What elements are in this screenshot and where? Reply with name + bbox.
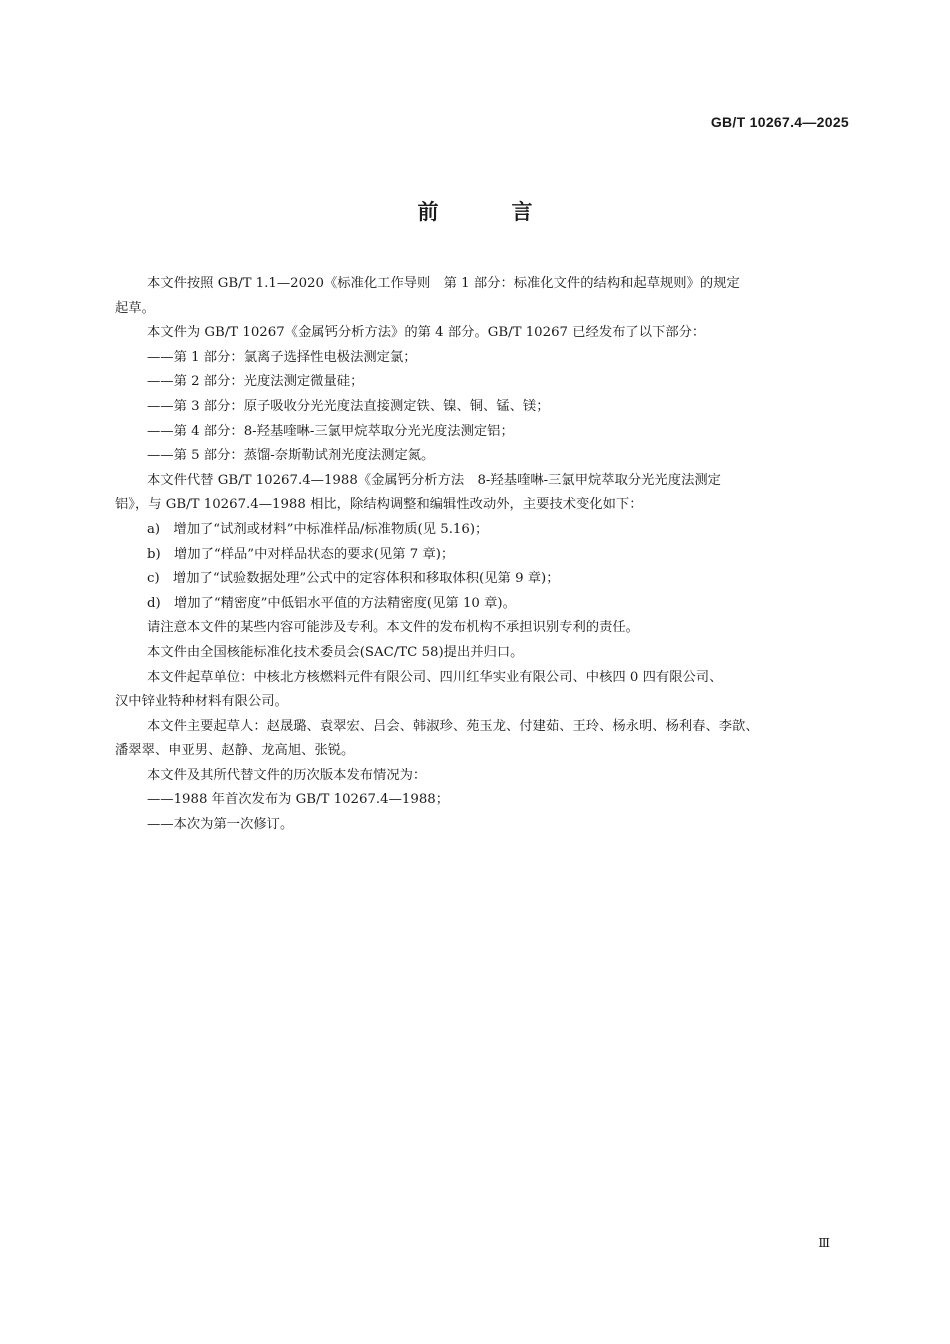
list-item: ——第 3 部分：原子吸收分光光度法直接测定铁、镍、铜、锰、镁； xyxy=(147,398,550,414)
text-line: 起草。 xyxy=(115,300,155,316)
list-item: ——第 1 部分：氯离子选择性电极法测定氯； xyxy=(147,349,417,365)
foreword-body xyxy=(115,272,850,838)
text-line: 本文件为 GB/T 10267《金属钙分析方法》的第 4 部分。GB/T 10267 已经发布了以下部分： xyxy=(147,325,706,341)
list-item: b) 增加了“样品”中对样品状态的要求(见第 7 章)； xyxy=(147,546,455,562)
list-item: ——本次为第一次修订。 xyxy=(147,817,294,833)
list-item: a) 增加了“试剂或材料”中标准样品/标准物质(见 5.16)； xyxy=(147,521,489,537)
text-line: 请注意本文件的某些内容可能涉及专利。本文件的发布机构不承担识别专利的责任。 xyxy=(147,620,639,636)
page-number: Ⅲ xyxy=(818,1236,830,1250)
text-line: 本文件由全国核能标准化技术委员会(SAC/TC 58)提出并归口。 xyxy=(147,644,524,660)
list-item: c) 增加了“试验数据处理”公式中的定容体积和移取体积(见第 9 章)； xyxy=(147,571,560,587)
list-item: ——第 4 部分：8-羟基喹啉-三氯甲烷萃取分光光度法测定铝； xyxy=(147,423,514,439)
list-item: d) 增加了“精密度”中低铝水平值的方法精密度(见第 10 章)。 xyxy=(147,595,516,611)
document-code: GB/T 10267.4—2025 xyxy=(710,114,849,130)
list-item: ——第 5 部分：蒸馏-奈斯勒试剂光度法测定氮。 xyxy=(147,448,435,464)
list-item: ——1988 年首次发布为 GB/T 10267.4—1988； xyxy=(147,792,450,808)
list-item: ——第 2 部分：光度法测定微量硅； xyxy=(147,374,364,390)
text-line: 本文件主要起草人：赵晟璐、袁翠宏、吕会、韩淑珍、苑玉龙、付建茹、王玲、杨永明、杨利春、李歆、 xyxy=(147,718,759,734)
text-line: 铝》，与 GB/T 10267.4—1988 相比，除结构调整和编辑性改动外，主要技术变化如下： xyxy=(115,497,643,513)
text-line: 本文件代替 GB/T 10267.4—1988《金属钙分析方法 8-羟基喹啉-三氯甲烷萃取分光光度法测定 xyxy=(147,472,721,488)
text-line: 本文件及其所代替文件的历次版本发布情况为： xyxy=(147,767,427,783)
text-line: 潘翠翠、申亚男、赵静、龙高旭、张锐。 xyxy=(115,743,355,759)
text-line: 本文件按照 GB/T 1.1—2020《标准化工作导则 第 1 部分：标准化文件的结构和起草规则》的规定 xyxy=(147,276,740,291)
text-line: 汉中锌业特种材料有限公司。 xyxy=(115,694,288,710)
text-line: 本文件起草单位：中核北方核燃料元件有限公司、四川红华实业有限公司、中核四 0 四有限公司、 xyxy=(147,669,723,685)
page-title: 前 言 xyxy=(417,200,559,224)
